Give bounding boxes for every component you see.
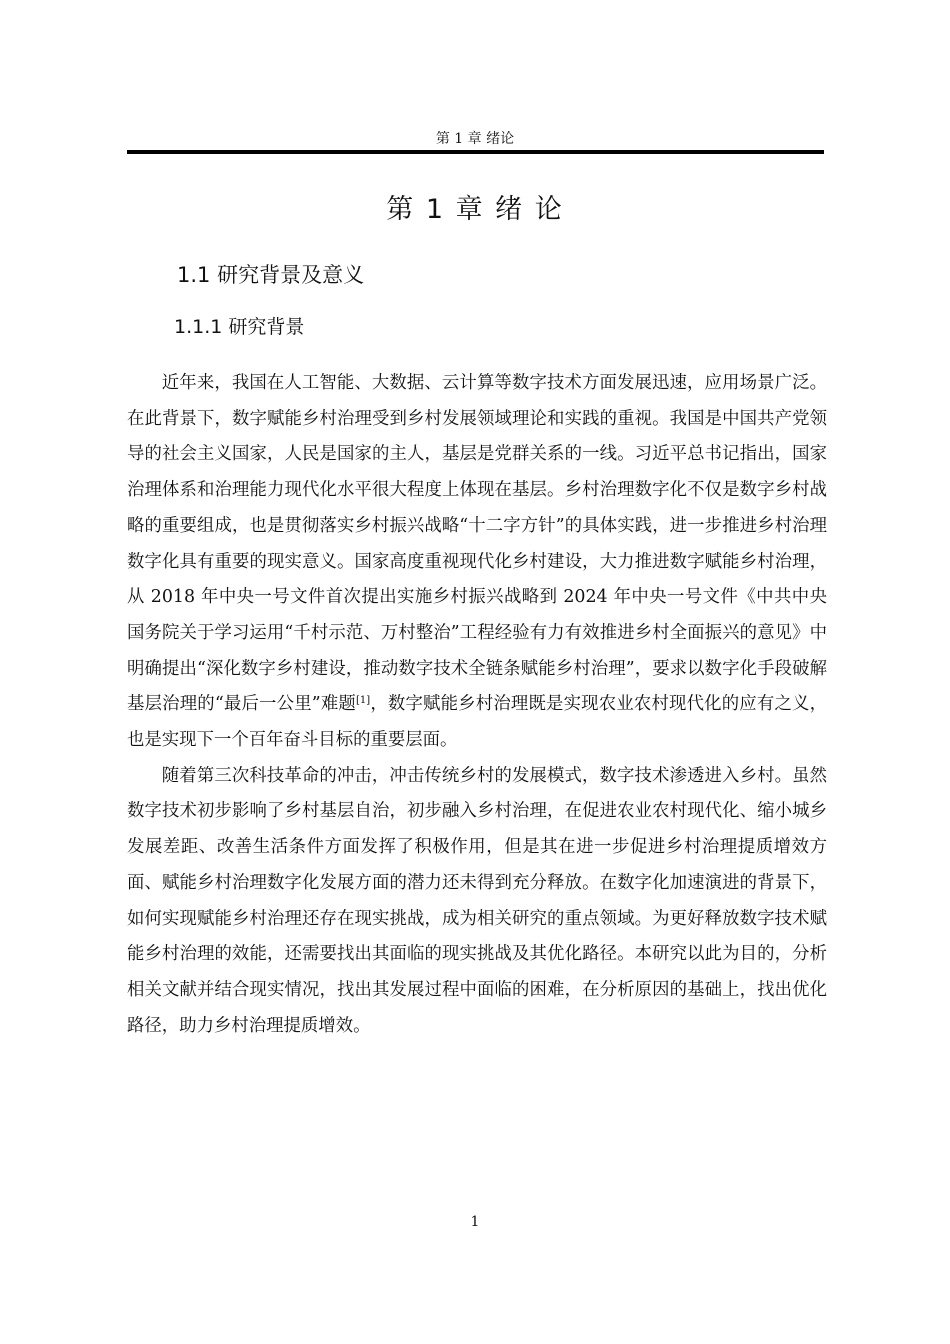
paragraph-1 — [127, 366, 827, 759]
subsection-title: 1.1.1 研究背景 — [174, 316, 305, 338]
page-number: 1 — [470, 1214, 480, 1230]
running-header: 第 1 章 绪论 — [435, 131, 515, 147]
header-rule — [127, 150, 824, 153]
paragraph-1-text: 近年来，我国在人工智能、大数据、云计算等数字技术方面发展迅速，应用场景广泛。在此背景下，数字赋能乡村治理受到乡村发展领域理论和实践的重视。我国是中国共产党领导的社会主义国家，人民是国家的主人，基层是党群关系的一线。习近平总书记指出，国家治理体系和治理能力现代化水平很大程度上体现在基层。乡村治理数字化不仅是数字乡村战略的重要组成，也是贯彻落实乡村振兴战略“十二字方针”的具体实践，进一步推进乡村治理数字化具有重要的现实意义。国家高度重视现代化乡村建设，大力推进数字赋能乡村治理，从 2018 年中央一号文件首次提出实施乡村振兴战略到 2024 年中央一号文件《中共中央国务院关于学习运用“千村示范、万村整治”工程经验有力有效推进乡村全面振兴的意见》中明确提出“深化数字乡村建设，推动数字技术全链条赋能乡村治理”，要求以数字化手段破解基层治理的“最后一公里”难题 — [127, 373, 827, 715]
citation-ref[interactable]: [1] — [355, 695, 371, 707]
body-text — [127, 366, 827, 1044]
section-title: 1.1 研究背景及意义 — [177, 263, 365, 287]
paragraph-1-text-cont: ，数字赋能乡村治理既是实现农业农村现代化的应有之义，也是实现下一个百年奋斗目标的重要层面。 — [127, 694, 827, 751]
chapter-title: 第 1 章 绪 论 — [386, 194, 564, 225]
paragraph-2: 随着第三次科技革命的冲击，冲击传统乡村的发展模式，数字技术渗透进入乡村。虽然数字技术初步影响了乡村基层自治，初步融入乡村治理，在促进农业农村现代化、缩小城乡发展差距、改善生活条件方面发挥了积极作用，但是其在进一步促进乡村治理提质增效方面、赋能乡村治理数字化发展方面的潜力还未得到充分释放。在数字化加速演进的背景下，如何实现赋能乡村治理还存在现实挑战，成为相关研究的重点领域。为更好释放数字技术赋能乡村治理的效能，还需要找出其面临的现实挑战及其优化路径。本研究以此为目的，分析相关文献并结合现实情况，找出其发展过程中面临的困难，在分析原因的基础上，找出优化路径，助力乡村治理提质增效。 — [127, 765, 827, 1036]
